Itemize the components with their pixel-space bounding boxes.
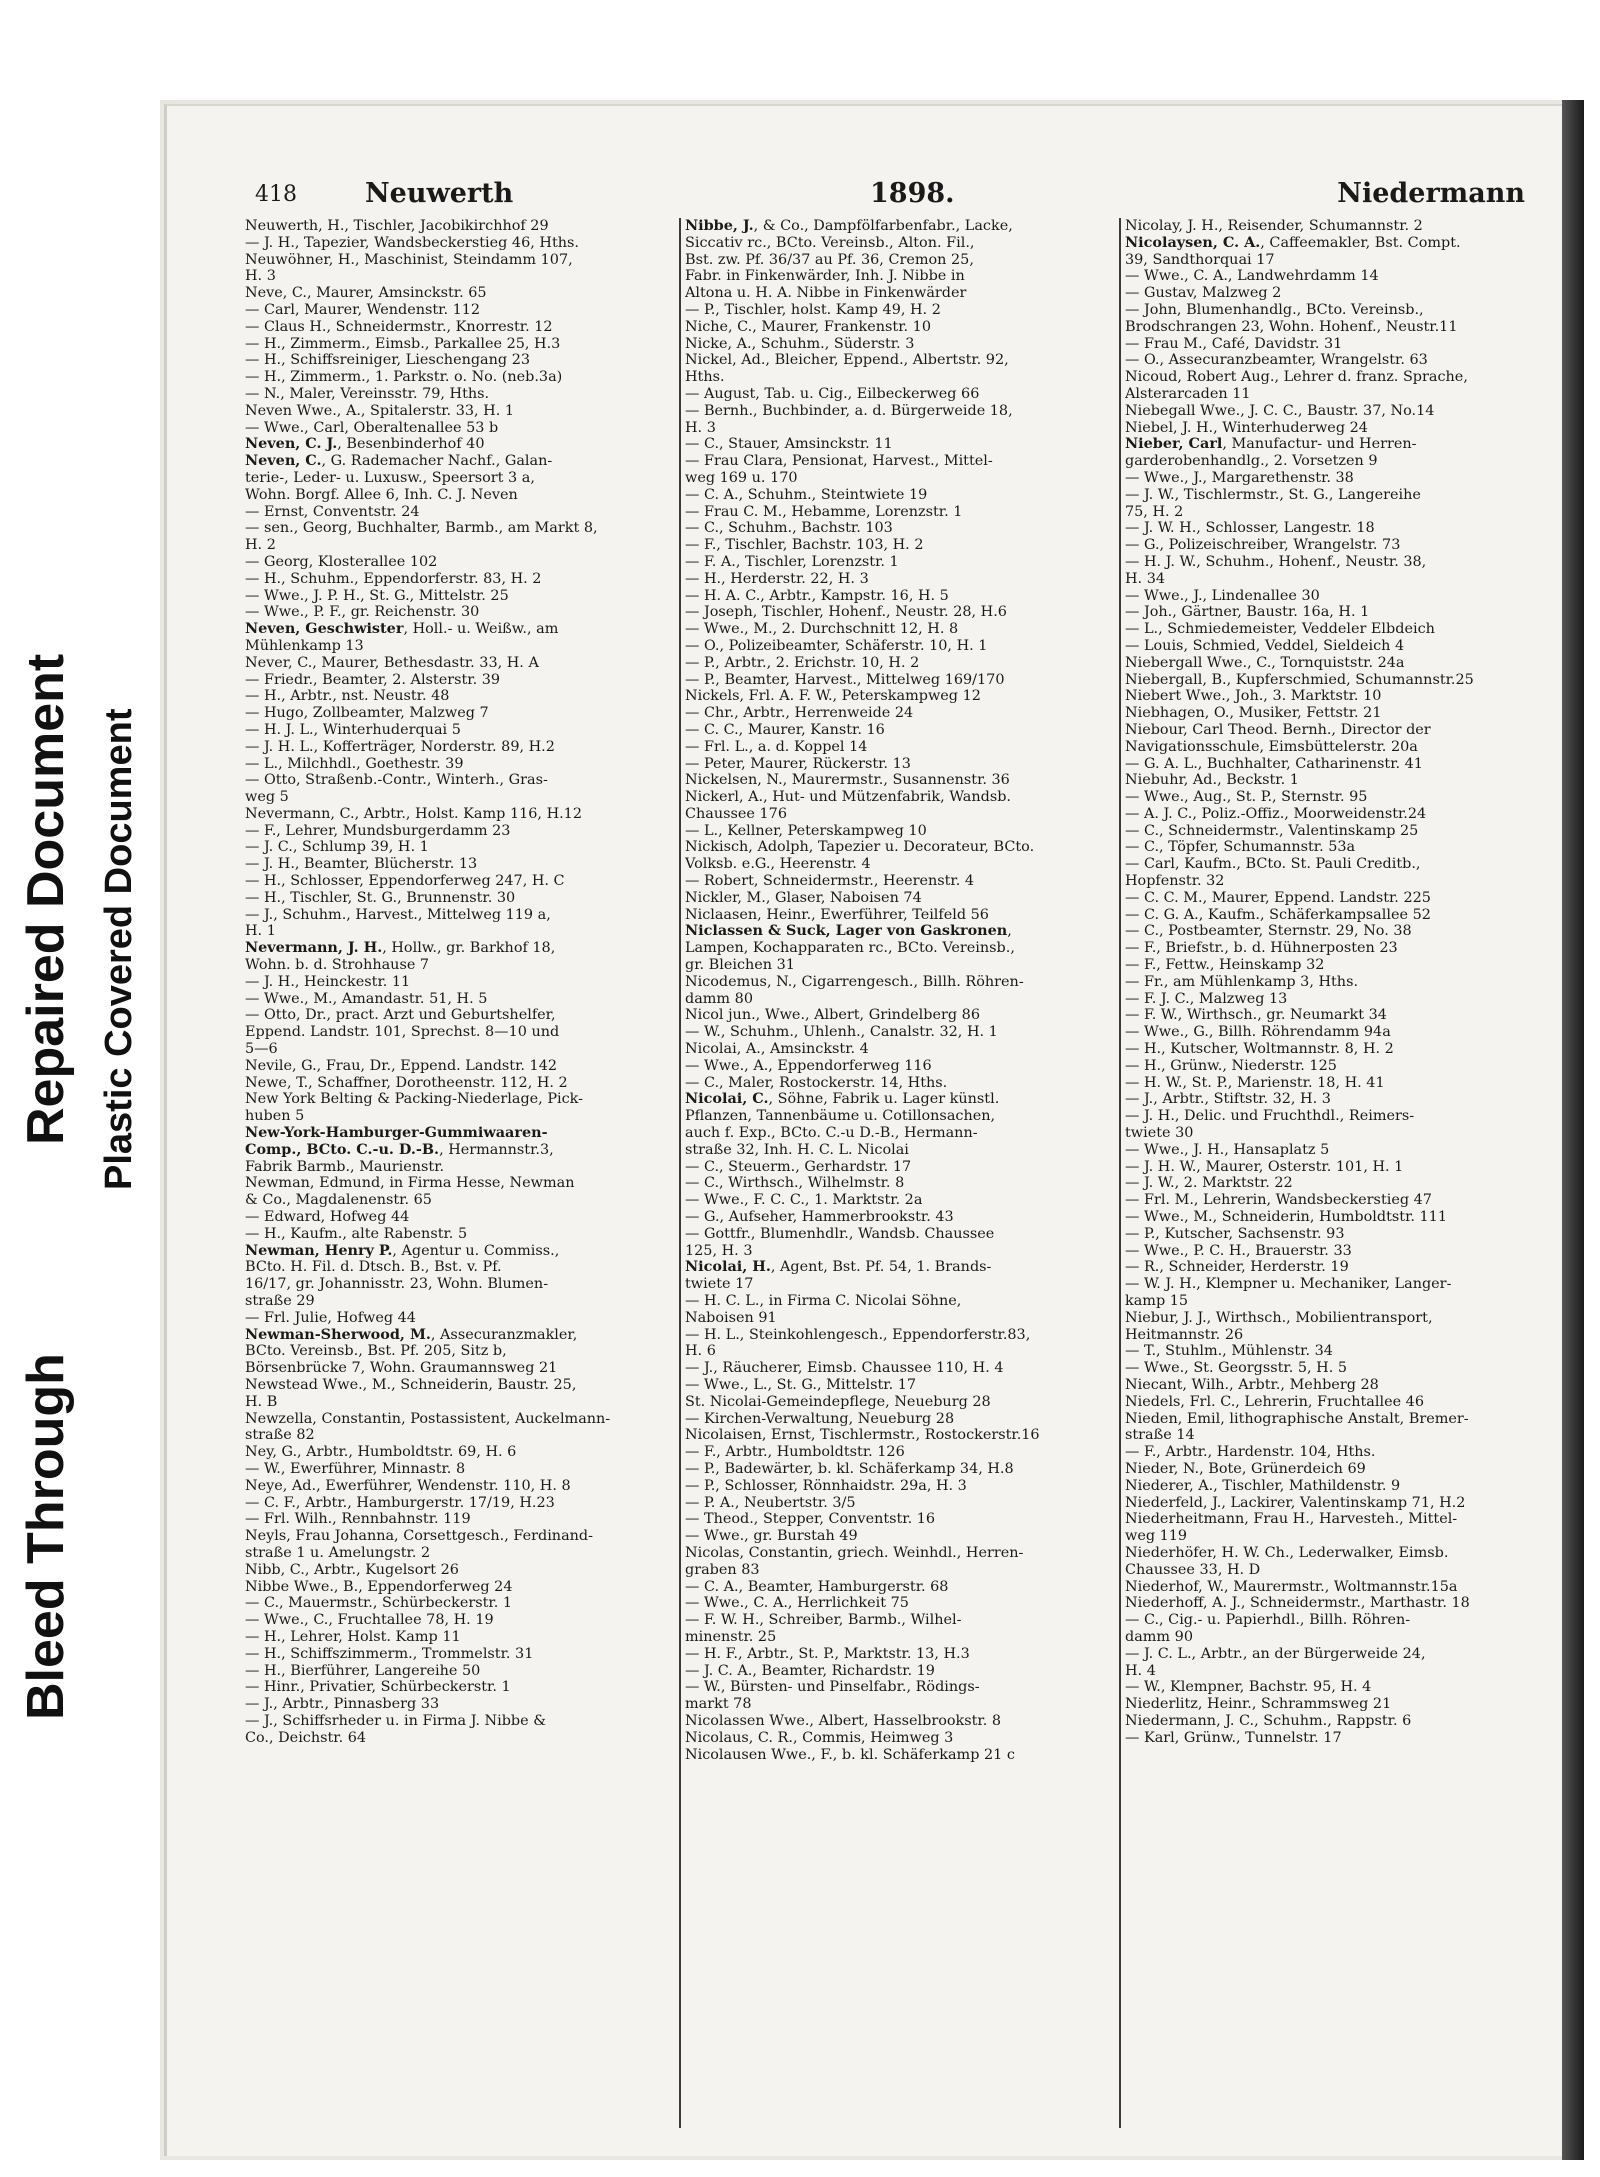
directory-entry: — P., Schlosser, Rönnhaidstr. 29a, H. 3 (685, 1477, 967, 1494)
directory-entry: — W., Bürsten- und Pinselfabr., Rödings- (685, 1679, 980, 1696)
directory-entry: Nieder, N., Bote, Grünerdeich 69 (1125, 1460, 1366, 1477)
directory-entry: Heitmannstr. 26 (1125, 1326, 1244, 1343)
directory-entry: Newstead Wwe., M., Schneiderin, Baustr. 25, (245, 1376, 577, 1393)
directory-entry: — C., Stauer, Amsinckstr. 11 (685, 436, 893, 453)
directory-entry: garderobenhandlg., 2. Vorsetzen 9 (1125, 453, 1378, 470)
directory-entry: H. B (245, 1393, 278, 1410)
directory-entry: — F., Fettw., Heinskamp 32 (1125, 957, 1325, 974)
directory-entry: 5—6 (245, 1041, 278, 1058)
directory-entry: Alsterarcaden 11 (1125, 385, 1251, 402)
directory-entry: — L., Kellner, Peterskampweg 10 (685, 822, 927, 839)
directory-entry: Bst. zw. Pf. 36/37 au Pf. 36, Cremon 25, (685, 251, 974, 268)
directory-entry: damm 80 (685, 990, 753, 1007)
directory-entry: — Chr., Arbtr., Herrenweide 24 (685, 705, 914, 722)
directory-entry: weg 119 (1125, 1528, 1188, 1545)
directory-entry: — H. L., Steinkohlengesch., Eppendorferstr.83, (685, 1326, 1031, 1343)
directory-entry: Nicodemus, N., Cigarrengesch., Billh. Röhren- (685, 973, 1024, 990)
binding-edge (1562, 100, 1584, 2160)
directory-entry: Chaussee 33, H. D (1125, 1561, 1261, 1578)
directory-entry: — J. C. A., Beamter, Richardstr. 19 (685, 1662, 935, 1679)
directory-entry: — Friedr., Beamter, 2. Alsterstr. 39 (245, 671, 501, 688)
directory-entry: Niclaasen, Heinr., Ewerführer, Teilfeld 56 (685, 906, 989, 923)
directory-entry: Niederhöfer, H. W. Ch., Lederwalker, Eimsb. (1125, 1544, 1449, 1561)
directory-entry: Nevermann, C., Arbtr., Holst. Kamp 116, H.12 (245, 805, 582, 822)
directory-entry: gr. Bleichen 31 (685, 957, 795, 974)
directory-entry: — Gottfr., Blumenhdlr., Wandsb. Chaussee (685, 1225, 995, 1242)
directory-entry: — R., Schneider, Herderstr. 19 (1125, 1259, 1349, 1276)
directory-entry: — J. W., 2. Marktstr. 22 (1125, 1175, 1293, 1192)
directory-entry: — Frl. M., Lehrerin, Wandsbeckerstieg 47 (1125, 1192, 1432, 1209)
directory-entry: Wohn. b. d. Strohhause 7 (245, 957, 430, 974)
directory-entry: Nicolay, J. H., Reisender, Schumannstr. 2 (1125, 218, 1423, 234)
directory-entry: Niederhoff, A. J., Schneidermstr., Marthastr. 18 (1125, 1595, 1470, 1612)
directory-entry: — J., Schuhm., Harvest., Mittelweg 119 a, (245, 906, 551, 923)
directory-entry: — H. F., Arbtr., St. P., Marktstr. 13, H.3 (685, 1645, 970, 1662)
directory-entry: — H. W., St. P., Marienstr. 18, H. 41 (1125, 1074, 1385, 1091)
directory-entry: — August, Tab. u. Cig., Eilbeckerweg 66 (685, 385, 980, 402)
directory-entry: Nevermann, J. H., Hollw., gr. Barkhof 18, (245, 940, 556, 957)
directory-entry: auch f. Exp., BCto. C.-u D.-B., Hermann- (685, 1125, 978, 1142)
directory-entry: Newe, T., Schaffner, Dorotheenstr. 112, H. 2 (245, 1074, 568, 1091)
directory-entry: — F. W. H., Schreiber, Barmb., Wilhel- (685, 1612, 962, 1629)
directory-entry: — H., Tischler, St. G., Brunnenstr. 30 (245, 889, 516, 906)
directory-entry: — J., Räucherer, Eimsb. Chaussee 110, H. 4 (685, 1360, 1004, 1377)
directory-entry: — Wwe., M., Amandastr. 51, H. 5 (245, 990, 488, 1007)
directory-entry: — Wwe., A., Eppendorferweg 116 (685, 1057, 932, 1074)
directory-entry: New York Belting & Packing-Niederlage, Pick- (245, 1091, 583, 1108)
directory-entry: — Wwe., J. P. H., St. G., Mittelstr. 25 (245, 587, 509, 604)
directory-entry: — H., Kaufm., alte Rabenstr. 5 (245, 1225, 468, 1242)
directory-entry: — H., Zimmerm., 1. Parkstr. o. No. (neb.3a) (245, 369, 563, 386)
directory-entry: — Claus H., Schneidermstr., Knorrestr. 12 (245, 318, 553, 335)
directory-entry: — Wwe., P. F., gr. Reichenstr. 30 (245, 604, 480, 621)
directory-entry: Brodschrangen 23, Wohn. Hohenf., Neustr.11 (1125, 318, 1458, 335)
directory-entry: Nieber, Carl, Manufactur- und Herren- (1125, 436, 1417, 453)
directory-entry: Niclassen & Suck, Lager von Gaskronen, (685, 923, 1012, 940)
directory-entry: — Hinr., Privatier, Schürbeckerstr. 1 (245, 1679, 511, 1696)
directory-entry: Niebegall Wwe., J. C. C., Baustr. 37, No.14 (1125, 402, 1435, 419)
directory-entry: — F., Briefstr., b. d. Hühnerposten 23 (1125, 940, 1398, 957)
directory-entry: — J. W., Tischlermstr., St. G., Langereihe (1125, 486, 1421, 503)
directory-entry: Newman-Sherwood, M., Assecuranzmakler, (245, 1326, 578, 1343)
column-3 (1125, 218, 1540, 2133)
directory-entry: — F. W., Wirthsch., gr. Neumarkt 34 (1125, 1007, 1387, 1024)
directory-entry: — O., Assecuranzbeamter, Wrangelstr. 63 (1125, 352, 1428, 369)
directory-entry: — Peter, Maurer, Rückerstr. 13 (685, 755, 911, 772)
directory-entry: — F. J. C., Malzweg 13 (1125, 990, 1288, 1007)
directory-entry: Volksb. e.G., Heerenstr. 4 (685, 856, 871, 873)
directory-entry: — Wwe., gr. Burstah 49 (685, 1528, 858, 1545)
directory-entry: Niebur, J. J., Wirthsch., Mobilientransport, (1125, 1309, 1433, 1326)
directory-entry: — H. C. L., in Firma C. Nicolai Söhne, (685, 1293, 962, 1309)
directory-entry: — C. A., Beamter, Hamburgerstr. 68 (685, 1578, 949, 1595)
directory-entry: Pflanzen, Tannenbäume u. Cotillonsachen, (685, 1108, 996, 1125)
directory-entry: — H., Herderstr. 22, H. 3 (685, 570, 869, 587)
directory-entry: Nickerl, A., Hut- und Mützenfabrik, Wandsb. (685, 789, 1011, 806)
directory-entry: Neven, Geschwister, Holl.- u. Weißw., am (245, 621, 559, 638)
directory-entry: Niche, C., Maurer, Frankenstr. 10 (685, 318, 931, 335)
directory-entry: — C., Mauermstr., Schürbeckerstr. 1 (245, 1595, 513, 1612)
directory-entry: markt 78 (685, 1696, 752, 1713)
directory-entry: — Frl. L., a. d. Koppel 14 (685, 738, 868, 755)
directory-entry: — Otto, Straßenb.-Contr., Winterh., Gras- (245, 772, 548, 789)
directory-entry: — H. J. W., Schuhm., Hohenf., Neustr. 38, (1125, 553, 1427, 570)
directory-entry: H. 3 (685, 419, 716, 436)
directory-entry: Niebuhr, Ad., Beckstr. 1 (1125, 772, 1299, 789)
directory-entry: — P., Beamter, Harvest., Mittelweg 169/170 (685, 671, 1005, 688)
directory-entry: H. 4 (1125, 1662, 1156, 1679)
directory-entry: Nicolaysen, C. A., Caffeemakler, Bst. Compt. (1125, 234, 1461, 251)
directory-entry: — Joseph, Tischler, Hohenf., Neustr. 28, H.6 (685, 604, 1007, 621)
directory-entry: — C. F., Arbtr., Hamburgerstr. 17/19, H.23 (245, 1494, 555, 1511)
directory-entry: — Kirchen-Verwaltung, Neueburg 28 (685, 1410, 955, 1427)
directory-entry: H. 1 (245, 923, 276, 940)
directory-entry: & Co., Magdalenenstr. 65 (245, 1192, 432, 1209)
directory-entry: — Theod., Stepper, Conventstr. 16 (685, 1511, 936, 1528)
directory-entry: — F., Arbtr., Hardenstr. 104, Hths. (1125, 1444, 1376, 1461)
directory-entry: Nicolaus, C. R., Commis, Heimweg 3 (685, 1729, 954, 1746)
directory-entry: — sen., Georg, Buchhalter, Barmb., am Markt 8, (245, 520, 598, 537)
directory-entry: — C. A., Schuhm., Steintwiete 19 (685, 486, 928, 503)
directory-entry: damm 90 (1125, 1628, 1193, 1645)
directory-entry: — A. J. C., Poliz.-Offiz., Moorweidenstr.24 (1125, 805, 1427, 822)
directory-entry: Wohn. Borgf. Allee 6, Inh. C. J. Neven (245, 486, 518, 503)
directory-entry: — W. J. H., Klempner u. Mechaniker, Langer- (1125, 1276, 1452, 1293)
directory-entry: twiete 30 (1125, 1125, 1194, 1142)
directory-entry: — H., Kutscher, Woltmannstr. 8, H. 2 (1125, 1041, 1394, 1058)
directory-entry: — C. G. A., Kaufm., Schäferkampsallee 52 (1125, 906, 1431, 923)
directory-entry: Nickelsen, N., Maurermstr., Susannenstr. 36 (685, 772, 1010, 789)
directory-entry: — H., Schiffszimmerm., Trommelstr. 31 (245, 1645, 534, 1662)
plastic-covered-label: Plastic Covered Document (98, 708, 140, 1190)
directory-entry: — C. C. M., Maurer, Eppend. Landstr. 225 (1125, 889, 1431, 906)
directory-entry: Nibbe Wwe., B., Eppendorferweg 24 (245, 1578, 513, 1595)
directory-entry: — Ernst, Conventstr. 24 (245, 503, 420, 520)
directory-entry: Niebour, Carl Theod. Bernh., Director der (1125, 721, 1431, 738)
directory-entry: Nicol jun., Wwe., Albert, Grindelberg 86 (685, 1007, 980, 1024)
directory-entry: H. 6 (685, 1343, 716, 1360)
directory-entry: Ney, G., Arbtr., Humboldtstr. 69, H. 6 (245, 1444, 517, 1461)
directory-entry: — Wwe., L., St. G., Mittelstr. 17 (685, 1376, 917, 1393)
directory-entry: straße 32, Inh. H. C. L. Nicolai (685, 1141, 909, 1158)
directory-entry: 39, Sandthorquai 17 (1125, 251, 1275, 268)
directory-entry: — P. A., Neubertstr. 3/5 (685, 1494, 856, 1511)
column-1 (245, 218, 665, 2133)
directory-entry: Neve, C., Maurer, Amsinckstr. 65 (245, 285, 487, 302)
directory-entry: — C., Schuhm., Bachstr. 103 (685, 520, 893, 537)
directory-entry: Fabr. in Finkenwärder, Inh. J. Nibbe in (685, 268, 965, 285)
side-labels (0, 0, 160, 2177)
directory-entry: — J. H., Beamter, Blücherstr. 13 (245, 856, 478, 873)
directory-entry: Niederlitz, Heinr., Schrammsweg 21 (1125, 1696, 1392, 1713)
directory-entry: Niederheitmann, Frau H., Harvesteh., Mittel- (1125, 1511, 1458, 1528)
directory-entry: — Frau M., Café, Davidstr. 31 (1125, 335, 1343, 352)
directory-entry: Nicolaisen, Ernst, Tischlermstr., Rostockerstr.16 (685, 1427, 1040, 1444)
directory-entry: weg 5 (245, 789, 289, 806)
directory-entry: — W., Klempner, Bachstr. 95, H. 4 (1125, 1679, 1372, 1696)
directory-entry: Niebergall Wwe., C., Tornquiststr. 24a (1125, 654, 1405, 671)
directory-entry: Nicolai, A., Amsinckstr. 4 (685, 1041, 869, 1058)
directory-entry: Nicolai, H., Agent, Bst. Pf. 54, 1. Brands- (685, 1259, 992, 1276)
page-header (255, 176, 1545, 216)
directory-entry: — Carl, Kaufm., BCto. St. Pauli Creditb., (1125, 856, 1421, 873)
directory-entry: — H., Grünw., Niederstr. 125 (1125, 1057, 1337, 1074)
directory-entry: — Robert, Schneidermstr., Heerenstr. 4 (685, 873, 975, 890)
directory-entry: — H. J. L., Winterhuderquai 5 (245, 721, 461, 738)
directory-entry: — H., Schiffsreiniger, Lieschengang 23 (245, 352, 531, 369)
directory-entry: — Wwe., G., Billh. Röhrendamm 94a (1125, 1024, 1391, 1041)
directory-entry: — Wwe., C., Fruchtallee 78, H. 19 (245, 1612, 494, 1629)
directory-entry: Nicolai, C., Söhne, Fabrik u. Lager künstl. (685, 1091, 1000, 1108)
directory-entry: Co., Deichstr. 64 (245, 1729, 367, 1746)
directory-entry: — H., Zimmerm., Eimsb., Parkallee 25, H.3 (245, 335, 561, 352)
scanned-page (160, 100, 1584, 2160)
directory-entry: — G., Polizeischreiber, Wrangelstr. 73 (1125, 537, 1401, 554)
directory-entry: Neuwerth, H., Tischler, Jacobikirchhof 29 (245, 218, 549, 234)
running-head-left: Neuwerth (365, 178, 514, 209)
directory-entry: Siccativ rc., BCto. Vereinsb., Alton. Fil., (685, 234, 975, 251)
directory-entry: Newzella, Constantin, Postassistent, Auckelmann- (245, 1410, 611, 1427)
directory-entry: — Wwe., P. C. H., Brauerstr. 33 (1125, 1242, 1352, 1259)
directory-entry: Niebergall, B., Kupferschmied, Schumannstr.25 (1125, 671, 1474, 688)
directory-entry: Hths. (685, 369, 725, 386)
directory-entry: Never, C., Maurer, Bethesdastr. 33, H. A (245, 654, 539, 671)
directory-entry: Nibbe, J., & Co., Dampfölfarbenfabr., Lacke, (685, 218, 1013, 234)
directory-entry: 75, H. 2 (1125, 503, 1184, 520)
directory-entry: — P., Arbtr., 2. Erichstr. 10, H. 2 (685, 654, 920, 671)
directory-entry: — H., Arbtr., nst. Neustr. 48 (245, 688, 450, 705)
directory-entry: — J., Arbtr., Stiftstr. 32, H. 3 (1125, 1091, 1331, 1108)
directory-entry: 125, H. 3 (685, 1242, 753, 1259)
directory-entry: Nicoud, Robert Aug., Lehrer d. franz. Sprache, (1125, 369, 1468, 386)
directory-entry: straße 1 u. Amelungstr. 2 (245, 1544, 431, 1561)
directory-entry: — H., Schuhm., Eppendorferstr. 83, H. 2 (245, 570, 542, 587)
directory-entry: — J. C., Schlump 39, H. 1 (245, 839, 429, 856)
directory-entry: Lampen, Kochapparaten rc., BCto. Vereinsb., (685, 940, 1015, 957)
directory-entry: — J. H., Delic. und Fruchthdl., Reimers- (1125, 1108, 1415, 1125)
directory-entry: Neyls, Frau Johanna, Corsettgesch., Ferdinand- (245, 1528, 593, 1545)
directory-entry: — Wwe., M., 2. Durchschnitt 12, H. 8 (685, 621, 959, 638)
directory-entry: — C., Töpfer, Schumannstr. 53a (1125, 839, 1356, 856)
directory-entry: H. 3 (245, 268, 276, 285)
directory-entry: — Frl. Julie, Hofweg 44 (245, 1309, 416, 1326)
directory-entry: huben 5 (245, 1108, 305, 1125)
directory-entry: — Gustav, Malzweg 2 (1125, 285, 1282, 302)
directory-entry: — F., Lehrer, Mundsburgerdamm 23 (245, 822, 511, 839)
directory-entry: — J. H. L., Kofferträger, Norderstr. 89, H.2 (245, 738, 555, 755)
directory-entry: Börsenbrücke 7, Wohn. Graumannsweg 21 (245, 1360, 558, 1377)
directory-entry: straße 14 (1125, 1427, 1195, 1444)
directory-entry: — Karl, Grünw., Tunnelstr. 17 (1125, 1729, 1342, 1746)
directory-entry: — G., Aufseher, Hammerbrookstr. 43 (685, 1209, 954, 1226)
directory-entry: Chaussee 176 (685, 805, 787, 822)
directory-entry: — Frau Clara, Pensionat, Harvest., Mittel- (685, 453, 993, 470)
directory-entry: — C., Cig.- u. Papierhdl., Billh. Röhren- (1125, 1612, 1411, 1629)
directory-entry: Niederfeld, J., Lackirer, Valentinskamp 71, H.2 (1125, 1494, 1466, 1511)
directory-entry: weg 169 u. 170 (685, 469, 798, 486)
page-year: 1898. (870, 178, 955, 209)
directory-entry: Mühlenkamp 13 (245, 637, 364, 654)
directory-entry: Niebert Wwe., Joh., 3. Marktstr. 10 (1125, 688, 1382, 705)
directory-entry: — Edward, Hofweg 44 (245, 1209, 410, 1226)
directory-entry: — C., Postbeamter, Sternstr. 29, No. 38 (1125, 923, 1412, 940)
directory-entry: Nevile, G., Frau, Dr., Eppend. Landstr. 142 (245, 1057, 558, 1074)
directory-entry: — N., Maler, Vereinsstr. 79, Hths. (245, 385, 490, 402)
directory-entry: — H. A. C., Arbtr., Kampstr. 16, H. 5 (685, 587, 949, 604)
directory-entry: Nicke, A., Schuhm., Süderstr. 3 (685, 335, 915, 352)
directory-entry: Nickel, Ad., Bleicher, Eppend., Albertstr. 92, (685, 352, 1009, 369)
directory-entry: straße 82 (245, 1427, 315, 1444)
directory-entry: — Carl, Maurer, Wendenstr. 112 (245, 301, 481, 318)
directory-entry: — Georg, Klosterallee 102 (245, 553, 438, 570)
directory-entry: — L., Milchhdl., Goethestr. 39 (245, 755, 464, 772)
directory-entry: Niedels, Frl. C., Lehrerin, Fruchtallee 46 (1125, 1393, 1424, 1410)
directory-entry: Neven, C., G. Rademacher Nachf., Galan- (245, 453, 553, 470)
directory-entry: — P., Tischler, holst. Kamp 49, H. 2 (685, 301, 941, 318)
directory-entry: Altona u. H. A. Nibbe in Finkenwärder (685, 285, 967, 302)
directory-entry: Navigationsschule, Eimsbüttelerstr. 20a (1125, 738, 1418, 755)
directory-entry: — T., Stuhlm., Mühlenstr. 34 (1125, 1343, 1333, 1360)
running-head-right: Niedermann (1337, 178, 1525, 209)
directory-entry: — P., Badewärter, b. kl. Schäferkamp 34, H.8 (685, 1460, 1014, 1477)
page-number: 418 (255, 182, 297, 207)
directory-entry: kamp 15 (1125, 1293, 1189, 1309)
directory-entry: Nicolausen Wwe., F., b. kl. Schäferkamp 21 c (685, 1746, 1015, 1763)
directory-entry: — J. H., Heinckestr. 11 (245, 973, 411, 990)
directory-entry: 16/17, gr. Johannisstr. 23, Wohn. Blumen- (245, 1276, 549, 1293)
directory-entry: — J. H., Tapezier, Wandsbeckerstieg 46, Hths. (245, 234, 579, 251)
directory-page (164, 104, 1569, 2156)
directory-entry: New-York-Hamburger-Gummiwaaren- (245, 1125, 548, 1142)
directory-entry: Nibb, C., Arbtr., Kugelsort 26 (245, 1561, 459, 1578)
directory-entry: Niederhof, W., Maurermstr., Woltmannstr.15a (1125, 1578, 1458, 1595)
directory-entry: straße 29 (245, 1293, 315, 1309)
directory-entry: — H., Schlosser, Eppendorferweg 247, H. C (245, 873, 565, 890)
directory-entry: — F., Tischler, Bachstr. 103, H. 2 (685, 537, 924, 554)
directory-entry: Newman, Henry P., Agentur u. Commiss., (245, 1242, 560, 1259)
directory-entry: Nickler, M., Glaser, Naboisen 74 (685, 889, 922, 906)
directory-entry: — C., Steuerm., Gerhardstr. 17 (685, 1158, 912, 1175)
directory-entry: Hopfenstr. 32 (1125, 873, 1225, 890)
directory-entry: Niebhagen, O., Musiker, Fettstr. 21 (1125, 705, 1382, 722)
directory-entry: graben 83 (685, 1561, 760, 1578)
directory-entry: Nieden, Emil, lithographische Anstalt, Bremer- (1125, 1410, 1469, 1427)
directory-entry: — J. C. L., Arbtr., an der Bürgerweide 24, (1125, 1645, 1426, 1662)
directory-entry: — Wwe., C. A., Herrlichkeit 75 (685, 1595, 909, 1612)
repaired-document-label: Repaired Document (17, 653, 75, 1145)
directory-entry: — Wwe., Carl, Oberaltenallee 53 b (245, 419, 499, 436)
directory-entry: — John, Blumenhandlg., BCto. Vereinsb., (1125, 301, 1424, 318)
directory-entry: — Fr., am Mühlenkamp 3, Hths. (1125, 973, 1359, 990)
directory-columns (245, 218, 1545, 2133)
directory-entry: — Wwe., Aug., St. P., Sternstr. 95 (1125, 789, 1368, 806)
column-2 (685, 218, 1105, 2133)
directory-entry: — Wwe., J., Margarethenstr. 38 (1125, 469, 1354, 486)
directory-entry: Newman, Edmund, in Firma Hesse, Newman (245, 1175, 575, 1192)
directory-entry: minenstr. 25 (685, 1628, 777, 1645)
directory-entry: twiete 17 (685, 1276, 754, 1293)
directory-entry: Nickisch, Adolph, Tapezier u. Decorateur, BCto. (685, 839, 1035, 856)
directory-entry: — Frl. Wilh., Rennbahnstr. 119 (245, 1511, 471, 1528)
directory-entry: — Joh., Gärtner, Baustr. 16a, H. 1 (1125, 604, 1370, 621)
directory-entry: — Wwe., C. A., Landwehrdamm 14 (1125, 268, 1379, 285)
directory-entry: BCto. H. Fil. d. Dtsch. B., Bst. v. Pf. (245, 1259, 502, 1276)
directory-entry: — L., Schmiedemeister, Veddeler Elbdeich (1125, 621, 1435, 638)
directory-entry: — O., Polizeibeamter, Schäferstr. 10, H. 1 (685, 637, 988, 654)
directory-entry: — Otto, Dr., pract. Arzt und Geburtshelfer, (245, 1007, 556, 1024)
directory-entry: Eppend. Landstr. 101, Sprechst. 8—10 und (245, 1024, 560, 1041)
directory-entry: BCto. Vereinsb., Bst. Pf. 205, Sitz b, (245, 1343, 507, 1360)
directory-entry: Neye, Ad., Ewerführer, Wendenstr. 110, H. 8 (245, 1477, 571, 1494)
directory-entry: — C., Wirthsch., Wilhelmstr. 8 (685, 1175, 905, 1192)
directory-entry: Niederer, A., Tischler, Mathildenstr. 9 (1125, 1477, 1401, 1494)
directory-entry: Neuwöhner, H., Maschinist, Steindamm 107, (245, 251, 573, 268)
directory-entry: — P., Kutscher, Sachsenstr. 93 (1125, 1225, 1345, 1242)
directory-entry: Niecant, Wilh., Arbtr., Mehberg 28 (1125, 1376, 1379, 1393)
directory-entry: — Frau C. M., Hebamme, Lorenzstr. 1 (685, 503, 963, 520)
directory-entry: — H., Bierführer, Langereihe 50 (245, 1662, 481, 1679)
directory-entry: — C. C., Maurer, Kanstr. 16 (685, 721, 885, 738)
directory-entry: — Wwe., M., Schneiderin, Humboldtstr. 111 (1125, 1209, 1447, 1226)
directory-entry: Naboisen 91 (685, 1309, 777, 1326)
directory-entry: — J. H. W., Maurer, Osterstr. 101, H. 1 (1125, 1158, 1404, 1175)
directory-entry: — J., Arbtr., Pinnasberg 33 (245, 1696, 440, 1713)
directory-entry: — Hugo, Zollbeamter, Malzweg 7 (245, 705, 489, 722)
directory-entry: terie-, Leder- u. Luxusw., Speersort 3 a, (245, 469, 535, 486)
directory-entry: — C., Schneidermstr., Valentinskamp 25 (1125, 822, 1419, 839)
directory-entry: — F. A., Tischler, Lorenzstr. 1 (685, 553, 899, 570)
bleed-through-label: Bleed Through (17, 1353, 75, 1720)
directory-entry: Nickels, Frl. A. F. W., Peterskampweg 12 (685, 688, 981, 705)
directory-entry: — Wwe., F. C. C., 1. Marktstr. 2a (685, 1192, 923, 1209)
directory-entry: — Wwe., J., Lindenallee 30 (1125, 587, 1320, 604)
directory-entry: Fabrik Barmb., Maurienstr. (245, 1158, 445, 1175)
directory-entry: Nicolassen Wwe., Albert, Hasselbrookstr. 8 (685, 1712, 1002, 1729)
directory-entry: — J. W. H., Schlosser, Langestr. 18 (1125, 520, 1375, 537)
directory-entry: — G. A. L., Buchhalter, Catharinenstr. 41 (1125, 755, 1423, 772)
directory-entry: Neven Wwe., A., Spitalerstr. 33, H. 1 (245, 402, 515, 419)
directory-entry: Neven, C. J., Besenbinderhof 40 (245, 436, 485, 453)
directory-entry: H. 2 (245, 537, 276, 554)
directory-entry: H. 34 (1125, 570, 1166, 587)
directory-entry: — Louis, Schmied, Veddel, Sieldeich 4 (1125, 637, 1405, 654)
directory-entry: — C., Maler, Rostockerstr. 14, Hths. (685, 1074, 948, 1091)
directory-entry: Comp., BCto. C.-u. D.-B., Hermannstr.3, (245, 1141, 554, 1158)
directory-entry: — W., Schuhm., Uhlenh., Canalstr. 32, H. 1 (685, 1024, 998, 1041)
directory-entry: Niebel, J. H., Winterhuderweg 24 (1125, 419, 1368, 436)
directory-entry: — Wwe., St. Georgsstr. 5, H. 5 (1125, 1360, 1348, 1377)
directory-entry: Nicolas, Constantin, griech. Weinhdl., Herren- (685, 1544, 1024, 1561)
directory-entry: — H., Lehrer, Holst. Kamp 11 (245, 1628, 461, 1645)
directory-entry: — Wwe., J. H., Hansaplatz 5 (1125, 1141, 1330, 1158)
directory-entry: St. Nicolai-Gemeindepflege, Neueburg 28 (685, 1393, 991, 1410)
directory-entry: — W., Ewerführer, Minnastr. 8 (245, 1460, 466, 1477)
directory-entry: — Bernh., Buchbinder, a. d. Bürgerweide 18, (685, 402, 1013, 419)
directory-entry: — F., Arbtr., Humboldtstr. 126 (685, 1444, 905, 1461)
directory-entry: — J., Schiffsrheder u. in Firma J. Nibbe & (245, 1712, 547, 1729)
directory-entry: Niedermann, J. C., Schuhm., Rappstr. 6 (1125, 1712, 1412, 1729)
